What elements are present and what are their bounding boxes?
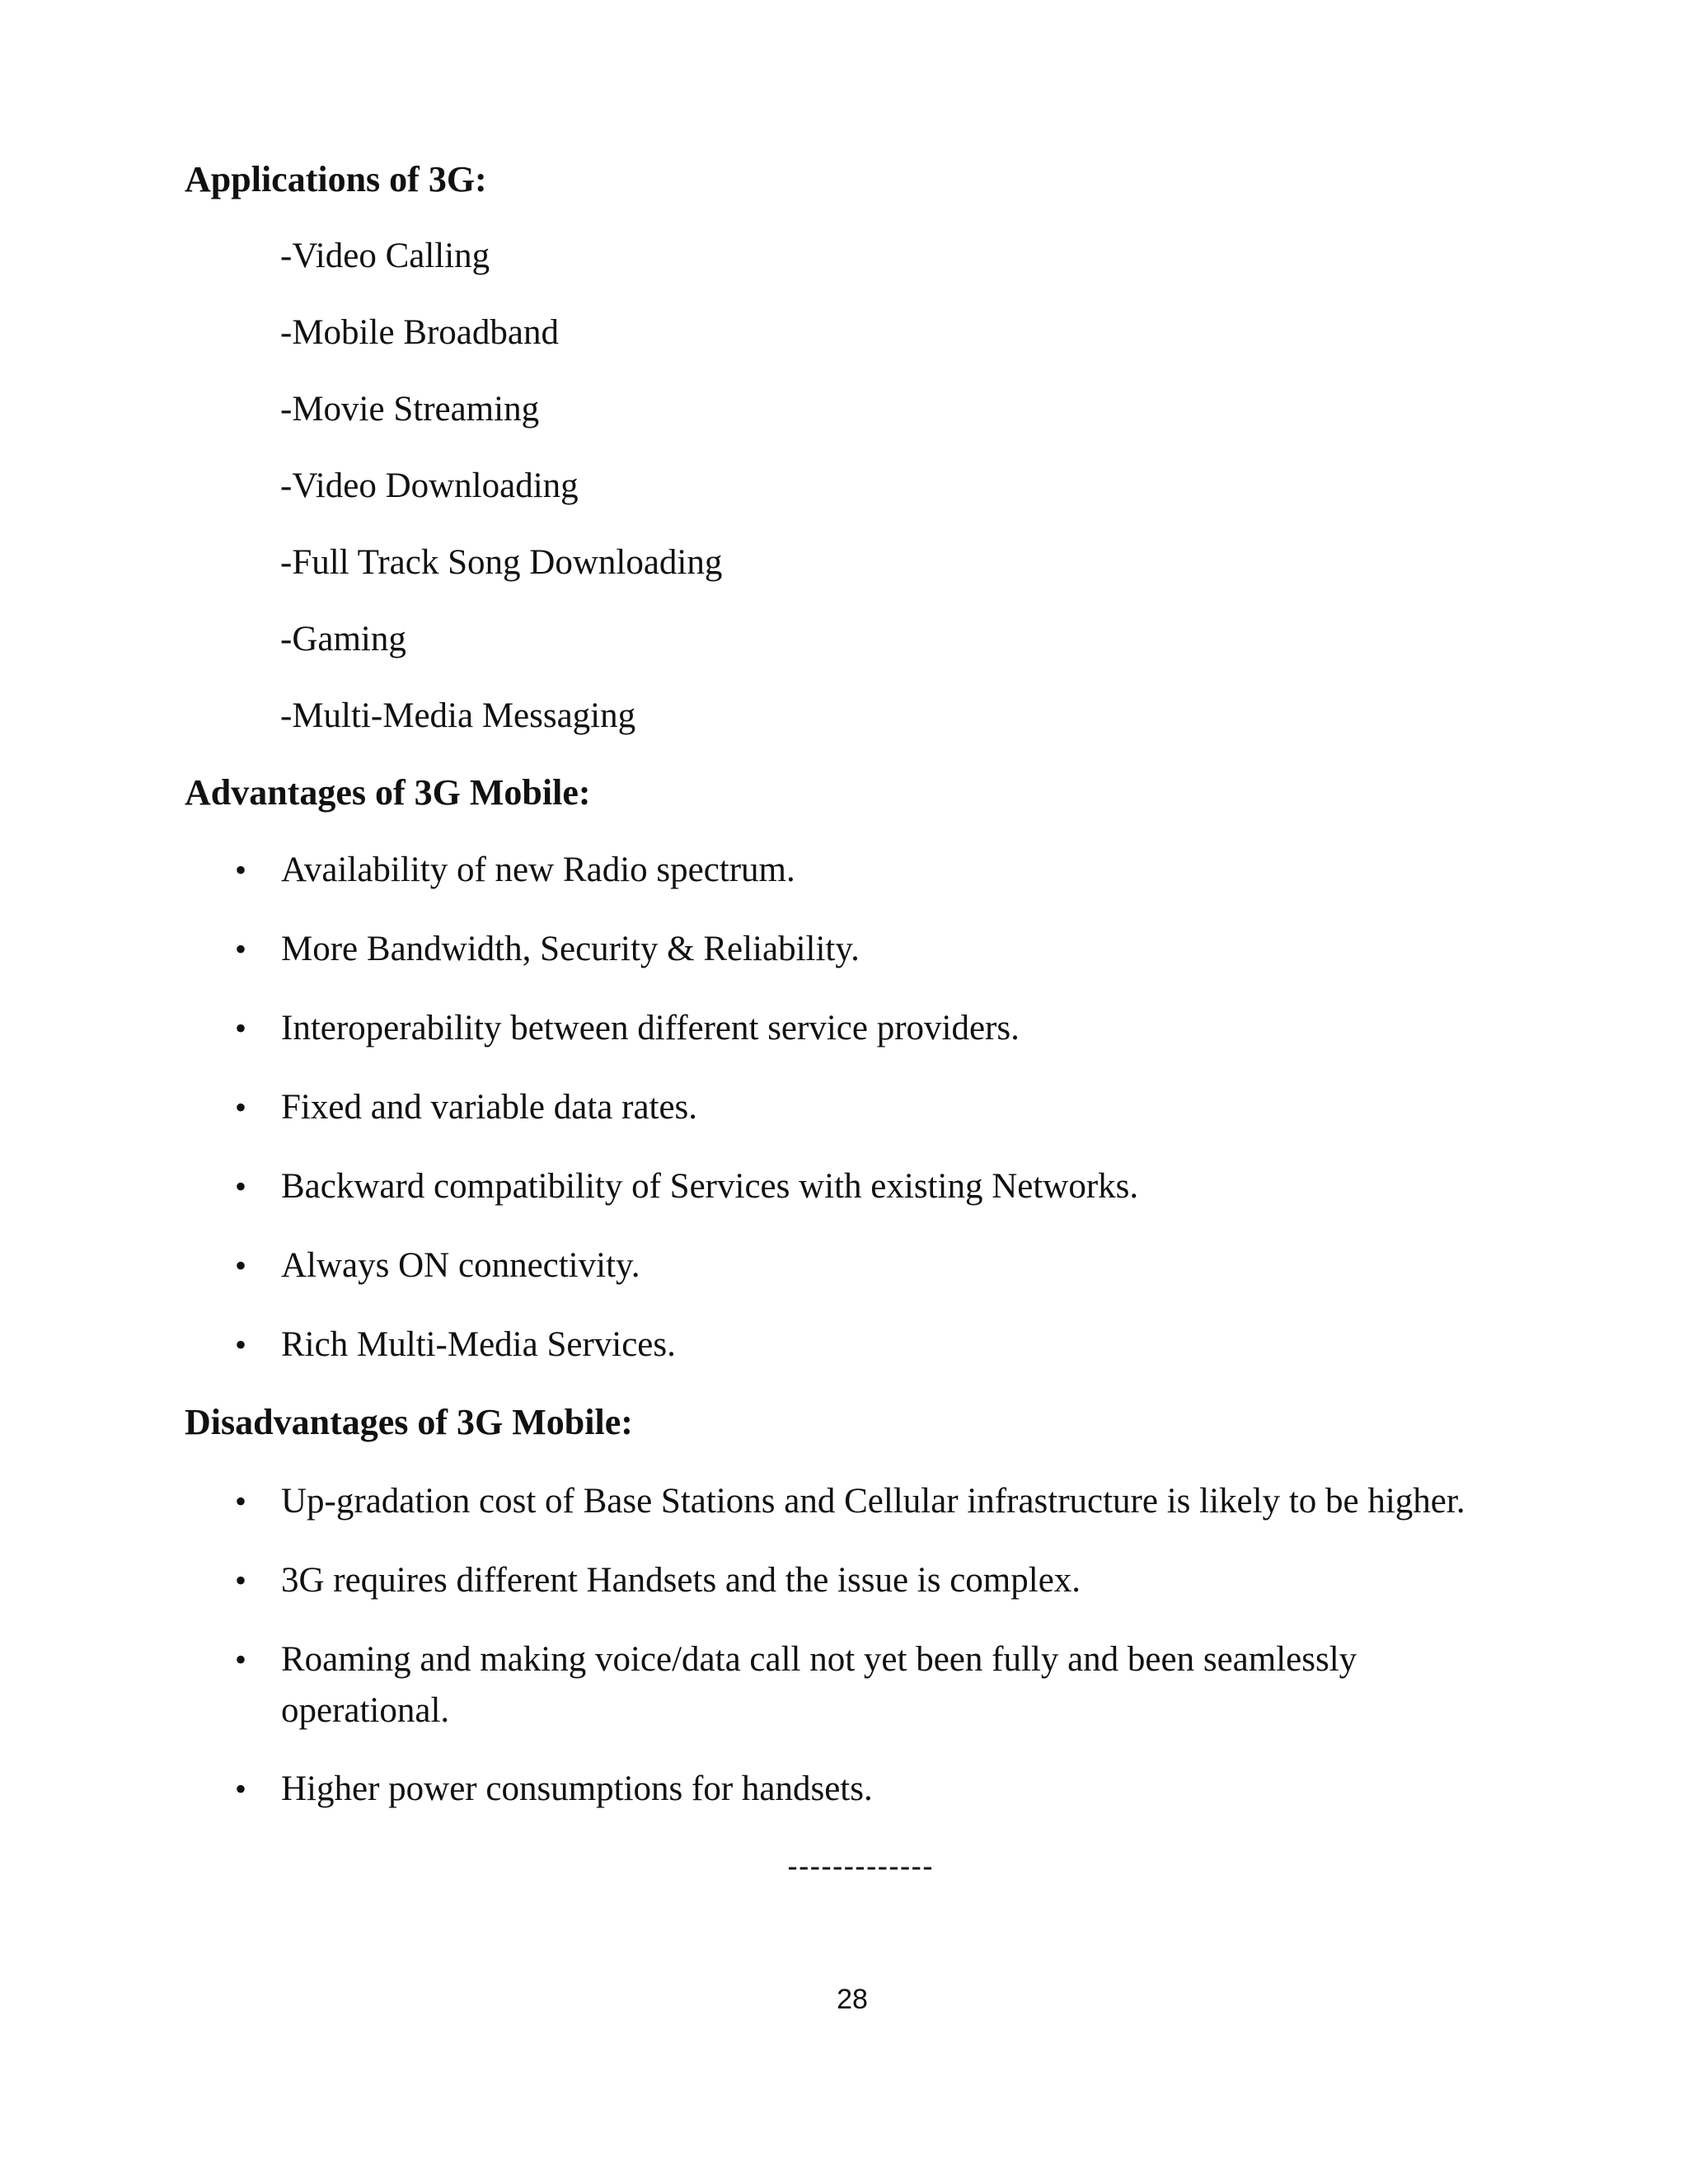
disadvantage-text: Higher power consumptions for handsets. xyxy=(281,1769,873,1808)
page-number: 28 xyxy=(837,1984,868,2015)
section-heading-applications: Applications of 3G: xyxy=(185,159,487,199)
application-item: -Gaming xyxy=(280,620,406,658)
section-heading-disadvantages: Disadvantages of 3G Mobile: xyxy=(185,1402,633,1442)
application-item: -Multi-Media Messaging xyxy=(280,696,636,735)
advantage-text: Backward compatibility of Services with existing Networks. xyxy=(281,1167,1139,1206)
bullet-icon: • xyxy=(235,1247,247,1284)
disadvantage-text: 3G requires different Handsets and the issue is complex. xyxy=(281,1561,1081,1600)
bullet-icon: • xyxy=(235,851,247,888)
advantage-text: Rich Multi-Media Services. xyxy=(281,1325,676,1364)
bullet-icon: • xyxy=(235,1326,247,1363)
bullet-icon: • xyxy=(235,1089,247,1126)
advantage-text: Interoperability between different service providers. xyxy=(281,1009,1020,1047)
application-item: -Movie Streaming xyxy=(280,390,540,429)
application-item: -Video Downloading xyxy=(280,466,579,505)
application-item: -Video Calling xyxy=(280,237,490,275)
advantage-text: Availability of new Radio spectrum. xyxy=(281,851,795,889)
disadvantage-text: Up-gradation cost of Base Stations and Cellular infrastructure is likely to be higher. xyxy=(281,1482,1465,1521)
application-item: -Mobile Broadband xyxy=(280,313,559,352)
bullet-icon: • xyxy=(235,930,247,968)
bullet-icon: • xyxy=(235,1641,247,1678)
bullet-icon: • xyxy=(235,1010,247,1047)
application-item: -Full Track Song Downloading xyxy=(280,543,723,582)
disadvantage-text: Roaming and making voice/data call not yet been fully and been seamlessly operational. xyxy=(281,1640,1357,1730)
advantage-text: More Bandwidth, Security & Reliability. xyxy=(281,930,860,968)
bullet-icon: • xyxy=(235,1770,247,1807)
section-separator: ------------- xyxy=(787,1849,934,1884)
advantage-text: Always ON connectivity. xyxy=(281,1246,640,1285)
bullet-icon: • xyxy=(235,1168,247,1205)
bullet-icon: • xyxy=(235,1562,247,1599)
advantage-text: Fixed and variable data rates. xyxy=(281,1088,698,1127)
section-heading-advantages: Advantages of 3G Mobile: xyxy=(185,772,591,813)
bullet-icon: • xyxy=(235,1483,247,1520)
